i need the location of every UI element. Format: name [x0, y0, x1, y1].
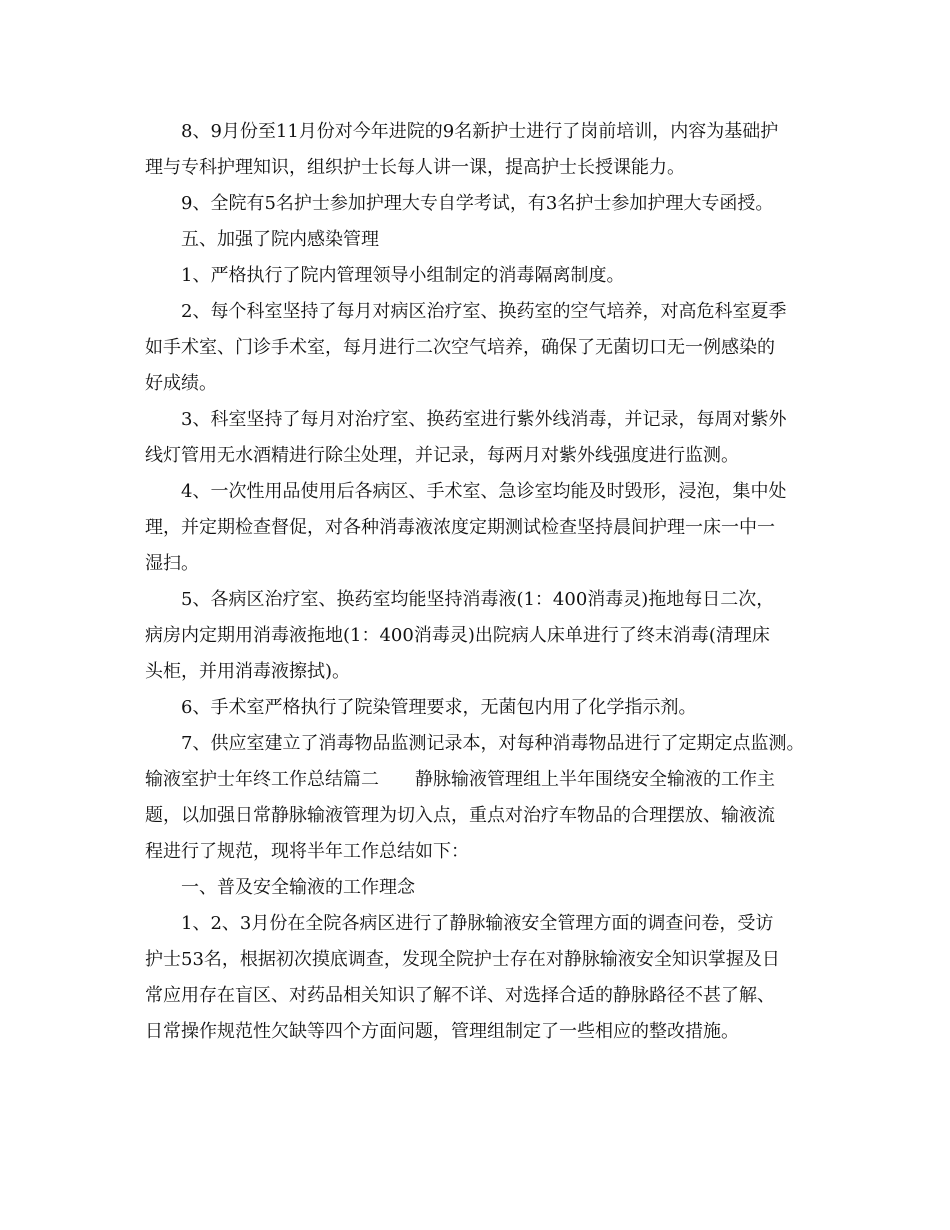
text-line: 1、严格执行了院内管理领导小组制定的消毒隔离制度。: [181, 265, 625, 286]
section-heading: 一、普及安全输液的工作理念: [181, 877, 415, 898]
text-line: 9、全院有5名护士参加护理大专自学考试，有3名护士参加护理大专函授。: [181, 193, 774, 214]
text-line: 1、2、3月份在全院各病区进行了静脉输液安全管理方面的调查问卷，受访: [181, 913, 774, 934]
text-line: 如手术室、门诊手术室，每月进行二次空气培养，确保了无菌切口无一例感染的: [145, 337, 775, 358]
text-line: 常应用存在盲区、对药品相关知识了解不详、对选择合适的静脉路径不甚了解、: [145, 985, 775, 1006]
text-line: 程进行了规范，现将半年工作总结如下：: [145, 841, 469, 862]
text-line: 理与专科护理知识，组织护士长每人讲一课，提高护士长授课能力。: [145, 157, 685, 178]
text-line: 头柜，并用消毒液擦拭)。: [145, 661, 351, 682]
text-line: 好成绩。: [145, 373, 217, 394]
text-line: 日常操作规范性欠缺等四个方面问题，管理组制定了一些相应的整改措施。: [145, 1021, 739, 1042]
text-line: 理，并定期检查督促，对各种消毒液浓度定期测试检查坚持晨间护理一床一中一: [145, 517, 775, 538]
text-line: 病房内定期用消毒液拖地(1：400消毒灵)出院病人床单进行了终末消毒(清理床: [145, 625, 770, 646]
text-line: 5、各病区治疗室、换药室均能坚持消毒液(1：400消毒灵)拖地每日二次，: [181, 589, 775, 610]
text-line: 7、供应室建立了消毒物品监测记录本，对每种消毒物品进行了定期定点监测。: [181, 733, 805, 754]
text-line: 题，以加强日常静脉输液管理为切入点，重点对治疗车物品的合理摆放、输液流: [145, 805, 775, 826]
text-line: 3、科室坚持了每月对治疗室、换药室进行紫外线消毒，并记录，每周对紫外: [181, 409, 787, 430]
text-line: 4、一次性用品使用后各病区、手术室、急诊室均能及时毁形，浸泡，集中处: [181, 481, 787, 502]
text-line: 湿扫。: [145, 553, 199, 574]
text-line: 2、每个科室坚持了每月对病区治疗室、换药室的空气培养，对高危科室夏季: [181, 301, 787, 322]
text-line: 8、9月份至11月份对今年进院的9名新护士进行了岗前培训，内容为基础护: [181, 121, 779, 142]
text-line: 护士53名，根据初次摸底调查，发现全院护士存在对静脉输液安全知识掌握及日: [145, 949, 780, 970]
text-line: 线灯管用无水酒精进行除尘处理，并记录，每两月对紫外线强度进行监测。: [145, 445, 739, 466]
section-heading: 五、加强了院内感染管理: [181, 229, 379, 250]
article-title-line: 输液室护士年终工作总结篇二 静脉输液管理组上半年围绕安全输液的工作主: [145, 769, 775, 790]
text-line: 6、手术室严格执行了院染管理要求，无菌包内用了化学指示剂。: [181, 697, 697, 718]
